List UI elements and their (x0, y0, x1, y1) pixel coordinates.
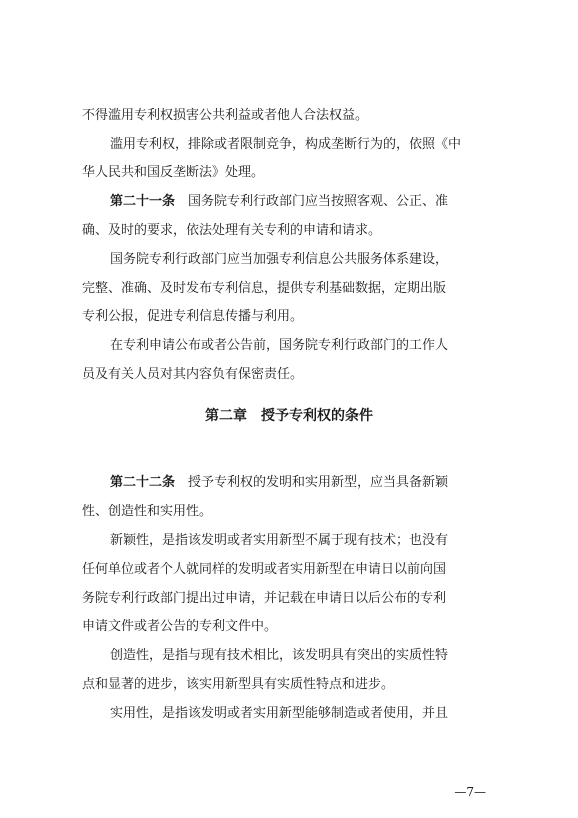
paragraph-line: 在专利申请公布或者公告前，国务院专利行政部门的工作人 (110, 338, 449, 353)
chapter-title: 授予专利权的条件 (261, 408, 373, 424)
chapter-number: 第二章 (205, 408, 247, 424)
paragraph-line: 员及有关人员对其内容负有保密责任。 (82, 367, 304, 382)
paragraph-line: 申请文件或者公告的专利文件中。 (82, 619, 278, 634)
paragraph-line: 新颖性，是指该发明或者实用新型不属于现有技术；也没有 (110, 533, 449, 548)
paragraph-line: 点和显著的进步，该实用新型具有实质性特点和进步。 (82, 677, 395, 692)
chapter-heading (0, 405, 578, 427)
paragraph-line: 实用性，是指该发明或者实用新型能够制造或者使用，并且 (110, 706, 449, 721)
paragraph-line: 确、及时的要求，依法处理有关专利的申请和请求。 (82, 223, 382, 238)
article-text: 授予专利权的发明和实用新型，应当具备新颖 (188, 475, 449, 490)
article-21-line (110, 192, 500, 212)
paragraph-line: 华人民共和国反垄断法》处理。 (82, 165, 265, 180)
page-number: —7— (454, 785, 486, 799)
article-text: 国务院专利行政部门应当按照客观、公正、准 (188, 194, 449, 209)
paragraph-line: 不得滥用专利权损害公共利益或者他人合法权益。 (82, 108, 369, 123)
paragraph-line: 国务院专利行政部门应当加强专利信息公共服务体系建设， (110, 252, 449, 267)
paragraph-line: 专利公报，促进专利信息传播与利用。 (82, 309, 304, 324)
paragraph-line: 性、创造性和实用性。 (82, 504, 213, 519)
paragraph-line: 务院专利行政部门提出过申请，并记载在申请日以后公布的专利 (82, 591, 447, 606)
paragraph-line: 任何单位或者个人就同样的发明或者实用新型在申请日以前向国 (82, 562, 447, 577)
article-heading: 第二十一条 (110, 194, 176, 209)
paragraph-line: 完整、准确、及时发布专利信息，提供专利基础数据，定期出版 (82, 281, 447, 296)
paragraph-line: 创造性，是指与现有技术相比，该发明具有突出的实质性特 (110, 648, 449, 663)
paragraph-line: 滥用专利权，排除或者限制竞争，构成垄断行为的，依照《中 (110, 137, 462, 152)
article-22-line (110, 473, 500, 493)
article-heading: 第二十二条 (110, 475, 176, 490)
